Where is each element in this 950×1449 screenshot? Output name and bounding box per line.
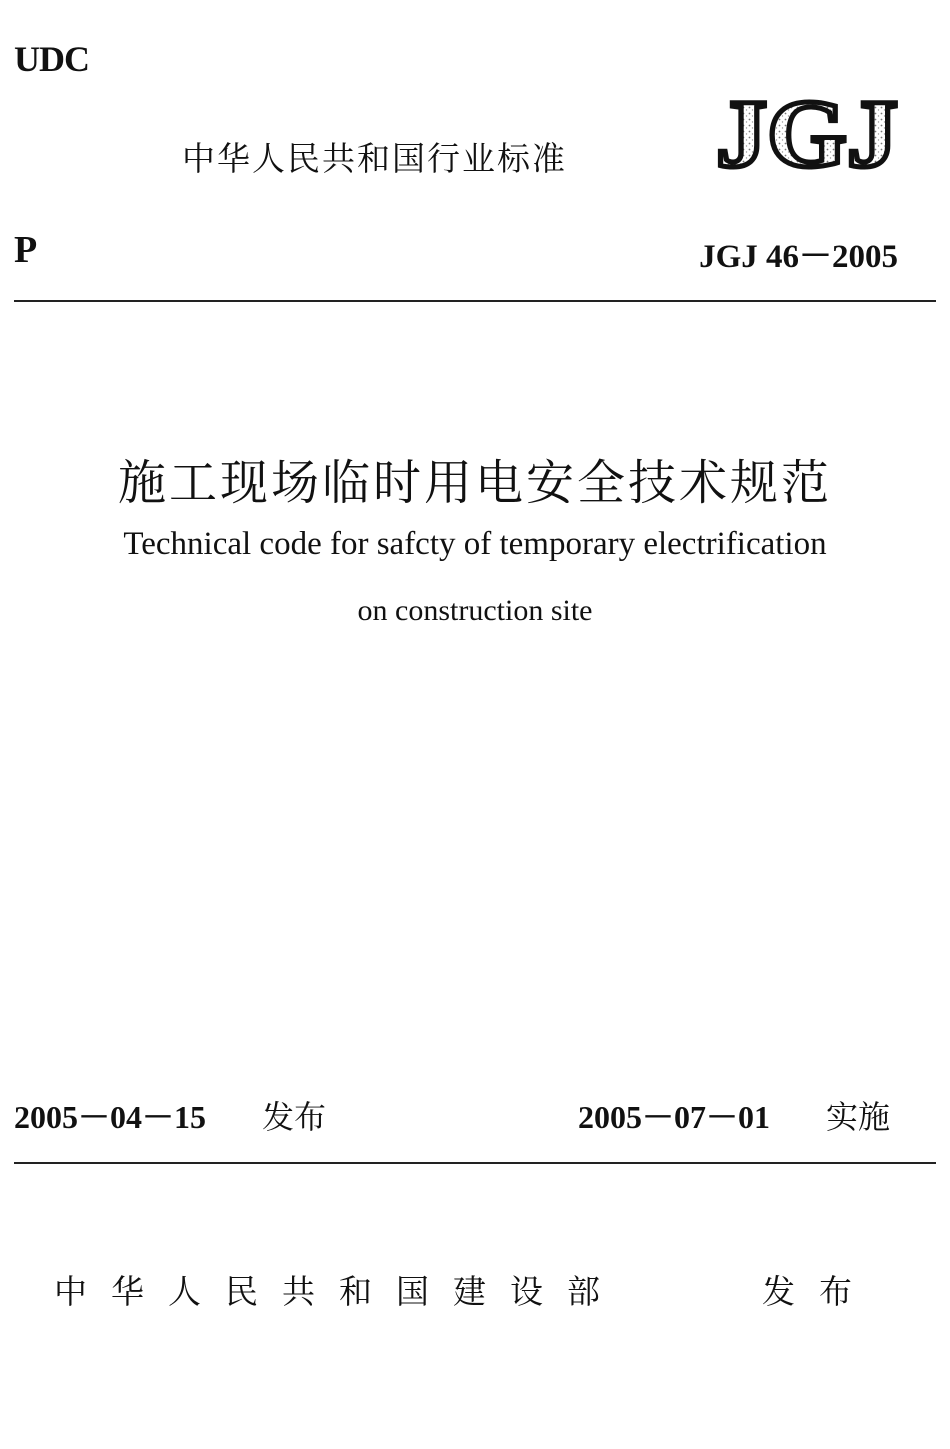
publish-date: 2005－04－15 [14, 1099, 207, 1135]
title-english-line1: Technical code for safcty of temporary electrification [123, 526, 827, 562]
implement-date: 2005－07－01 [578, 1099, 771, 1135]
footer-divider [14, 1162, 936, 1164]
issuing-authority: 中华人民共和国建设部 [54, 1272, 624, 1311]
header-divider [14, 300, 936, 302]
standard-category: 中华人民共和国行业标准 [182, 139, 567, 178]
title-english-line2: on construction site [357, 594, 593, 627]
udc-label: UDC [14, 39, 89, 79]
standard-number: JGJ 46－2005 [699, 239, 898, 275]
jgj-logo-icon [712, 82, 902, 174]
publish-label: 发布 [262, 1098, 327, 1136]
title-chinese: 施工现场临时用电安全技术规范 [117, 457, 832, 510]
logo-text: JGJ [716, 82, 898, 174]
classification-letter: P [14, 229, 38, 271]
implement-label: 实施 [826, 1098, 891, 1136]
issue-label: 发布 [762, 1272, 876, 1311]
